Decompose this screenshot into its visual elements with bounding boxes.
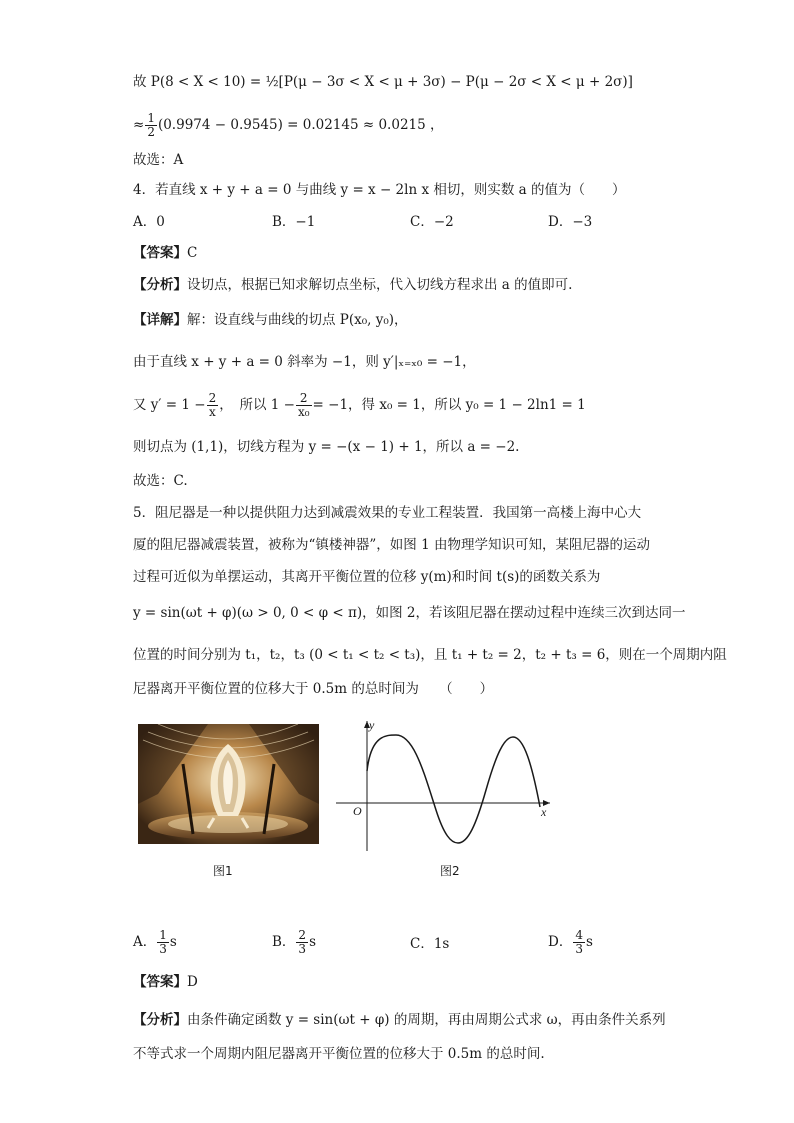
option-label: C． xyxy=(410,214,434,230)
fraction: $\frac{1}{2}$ xyxy=(147,111,155,139)
option-c xyxy=(410,934,449,954)
text-line xyxy=(133,112,444,139)
analysis-text: 由条件确定函数 y = sin(ωt + φ) 的周期，再由周期公式求 ω，再由条件关系列 xyxy=(187,1012,666,1028)
option-label: B． xyxy=(272,934,296,950)
answer-tag: 【答案】 xyxy=(133,974,187,990)
approx: ≈ xyxy=(133,117,145,133)
analysis-text: 设切点，根据已知求解切点坐标，代入切线方程求出 a 的值即可. xyxy=(187,277,573,293)
option-d xyxy=(548,212,592,232)
fraction: $\frac{4}{3}$ xyxy=(575,928,583,956)
option-b xyxy=(272,929,316,956)
option-value: −1 xyxy=(295,214,316,230)
detail xyxy=(133,310,408,330)
option-label: C． xyxy=(410,936,434,952)
analysis-tag: 【分析】 xyxy=(133,1012,187,1028)
unit: s xyxy=(309,934,316,950)
origin-label: O xyxy=(353,804,362,818)
option-value: −3 xyxy=(572,214,593,230)
option-value: 0 xyxy=(156,214,165,230)
option-label: A． xyxy=(133,214,157,230)
analysis-tag: 【分析】 xyxy=(133,277,187,293)
answer xyxy=(133,972,198,992)
analysis xyxy=(133,275,572,295)
text-line: 故选：A xyxy=(133,152,184,168)
answer-value: C xyxy=(187,245,198,261)
fraction: $\frac{2}{x}$ xyxy=(208,391,217,419)
fig1-caption: 图1 xyxy=(213,864,233,878)
text-line: 厦的阻尼器减震装置，被称为“镇楼神器”，如图 1 由物理学知识可知，某阻尼器的运动 xyxy=(133,537,650,553)
option-c xyxy=(410,212,454,232)
damper-photo-art xyxy=(138,724,319,844)
text-line: 不等式求一个周期内阻尼器离开平衡位置的位移大于 0.5m 的总时间. xyxy=(133,1046,545,1062)
text-line: 故 P(8 < X < 10) = ½[P(μ − 3σ < X < μ + 3σ) − P(μ − 2σ < X < μ + 2σ)] xyxy=(133,74,633,90)
answer xyxy=(133,243,197,263)
option-d xyxy=(548,929,593,956)
option-label: B． xyxy=(272,214,296,230)
sine-graph xyxy=(336,715,558,853)
option-label: A． xyxy=(133,934,157,950)
unit: s xyxy=(585,934,593,950)
option-label: D． xyxy=(548,214,573,230)
text-line: y = sin(ωt + φ)(ω > 0, 0 < φ < π)，如图 2，若该阻尼器在摆动过程中连续三次到达同一 xyxy=(133,605,686,621)
text: 又 y′ = 1 − xyxy=(133,397,206,413)
axis-x-label: x xyxy=(541,805,547,819)
text-line xyxy=(133,392,586,419)
text-line: 尼器离开平衡位置的位移大于 0.5m 的总时间为 （ ） xyxy=(133,681,494,697)
answer-tag: 【答案】 xyxy=(133,245,187,261)
text-line: 则切点为 (1,1)，切线方程为 y = −(x − 1) + 1，所以 a = −2. xyxy=(133,439,520,455)
text: ， 所以 1 − xyxy=(219,397,295,413)
text-line: 位置的时间分别为 t₁，t₂，t₃ (0 < t₁ < t₂ < t₃)，且 t₁ + t₂ = 2，t₂ + t₃ = 6，则在一个周期内阻 xyxy=(133,647,727,663)
text-line: 过程可近似为单摆运动，其离开平衡位置的位移 y(m)和时间 t(s)的函数关系为 xyxy=(133,569,601,585)
option-value: 1s xyxy=(433,936,450,952)
text: = −1，得 x₀ = 1，所以 y₀ = 1 − 2ln1 = 1 xyxy=(312,397,586,413)
option-label: D． xyxy=(548,934,573,950)
axis-y-label: y xyxy=(369,718,375,732)
text-line: 故选：C. xyxy=(133,473,188,489)
detail-text: 解：设直线与曲线的切点 P(x₀, y₀)， xyxy=(187,312,408,328)
fig2-caption: 图2 xyxy=(440,864,460,878)
fraction: $\frac{2}{\text{x₀}}$ xyxy=(297,391,310,419)
question-4: 4．若直线 x + y + a = 0 与曲线 y = x − 2ln x 相切，则实数 a 的值为（ ） xyxy=(133,182,626,198)
fraction: $\frac{1}{3}$ xyxy=(159,928,167,956)
option-a xyxy=(133,212,165,232)
option-a xyxy=(133,929,177,956)
question-5: 5．阻尼器是一种以提供阻力达到减震效果的专业工程装置．我国第一高楼上海中心大 xyxy=(133,505,642,521)
text-line: 由于直线 x + y + a = 0 斜率为 −1，则 y′|ₓ₌ₓ₀ = −1， xyxy=(133,354,476,370)
damper-photo xyxy=(138,724,319,844)
option-b xyxy=(272,212,315,232)
unit: s xyxy=(169,934,177,950)
sine-graph-svg xyxy=(336,715,558,853)
fraction: $\frac{2}{3}$ xyxy=(298,928,307,956)
text: (0.9974 − 0.9545) = 0.02145 ≈ 0.0215 ， xyxy=(157,117,444,133)
analysis xyxy=(133,1010,666,1030)
answer-value: D xyxy=(187,974,198,990)
option-value: −2 xyxy=(433,214,454,230)
detail-tag: 【详解】 xyxy=(133,312,187,328)
sine-curve xyxy=(367,735,540,843)
